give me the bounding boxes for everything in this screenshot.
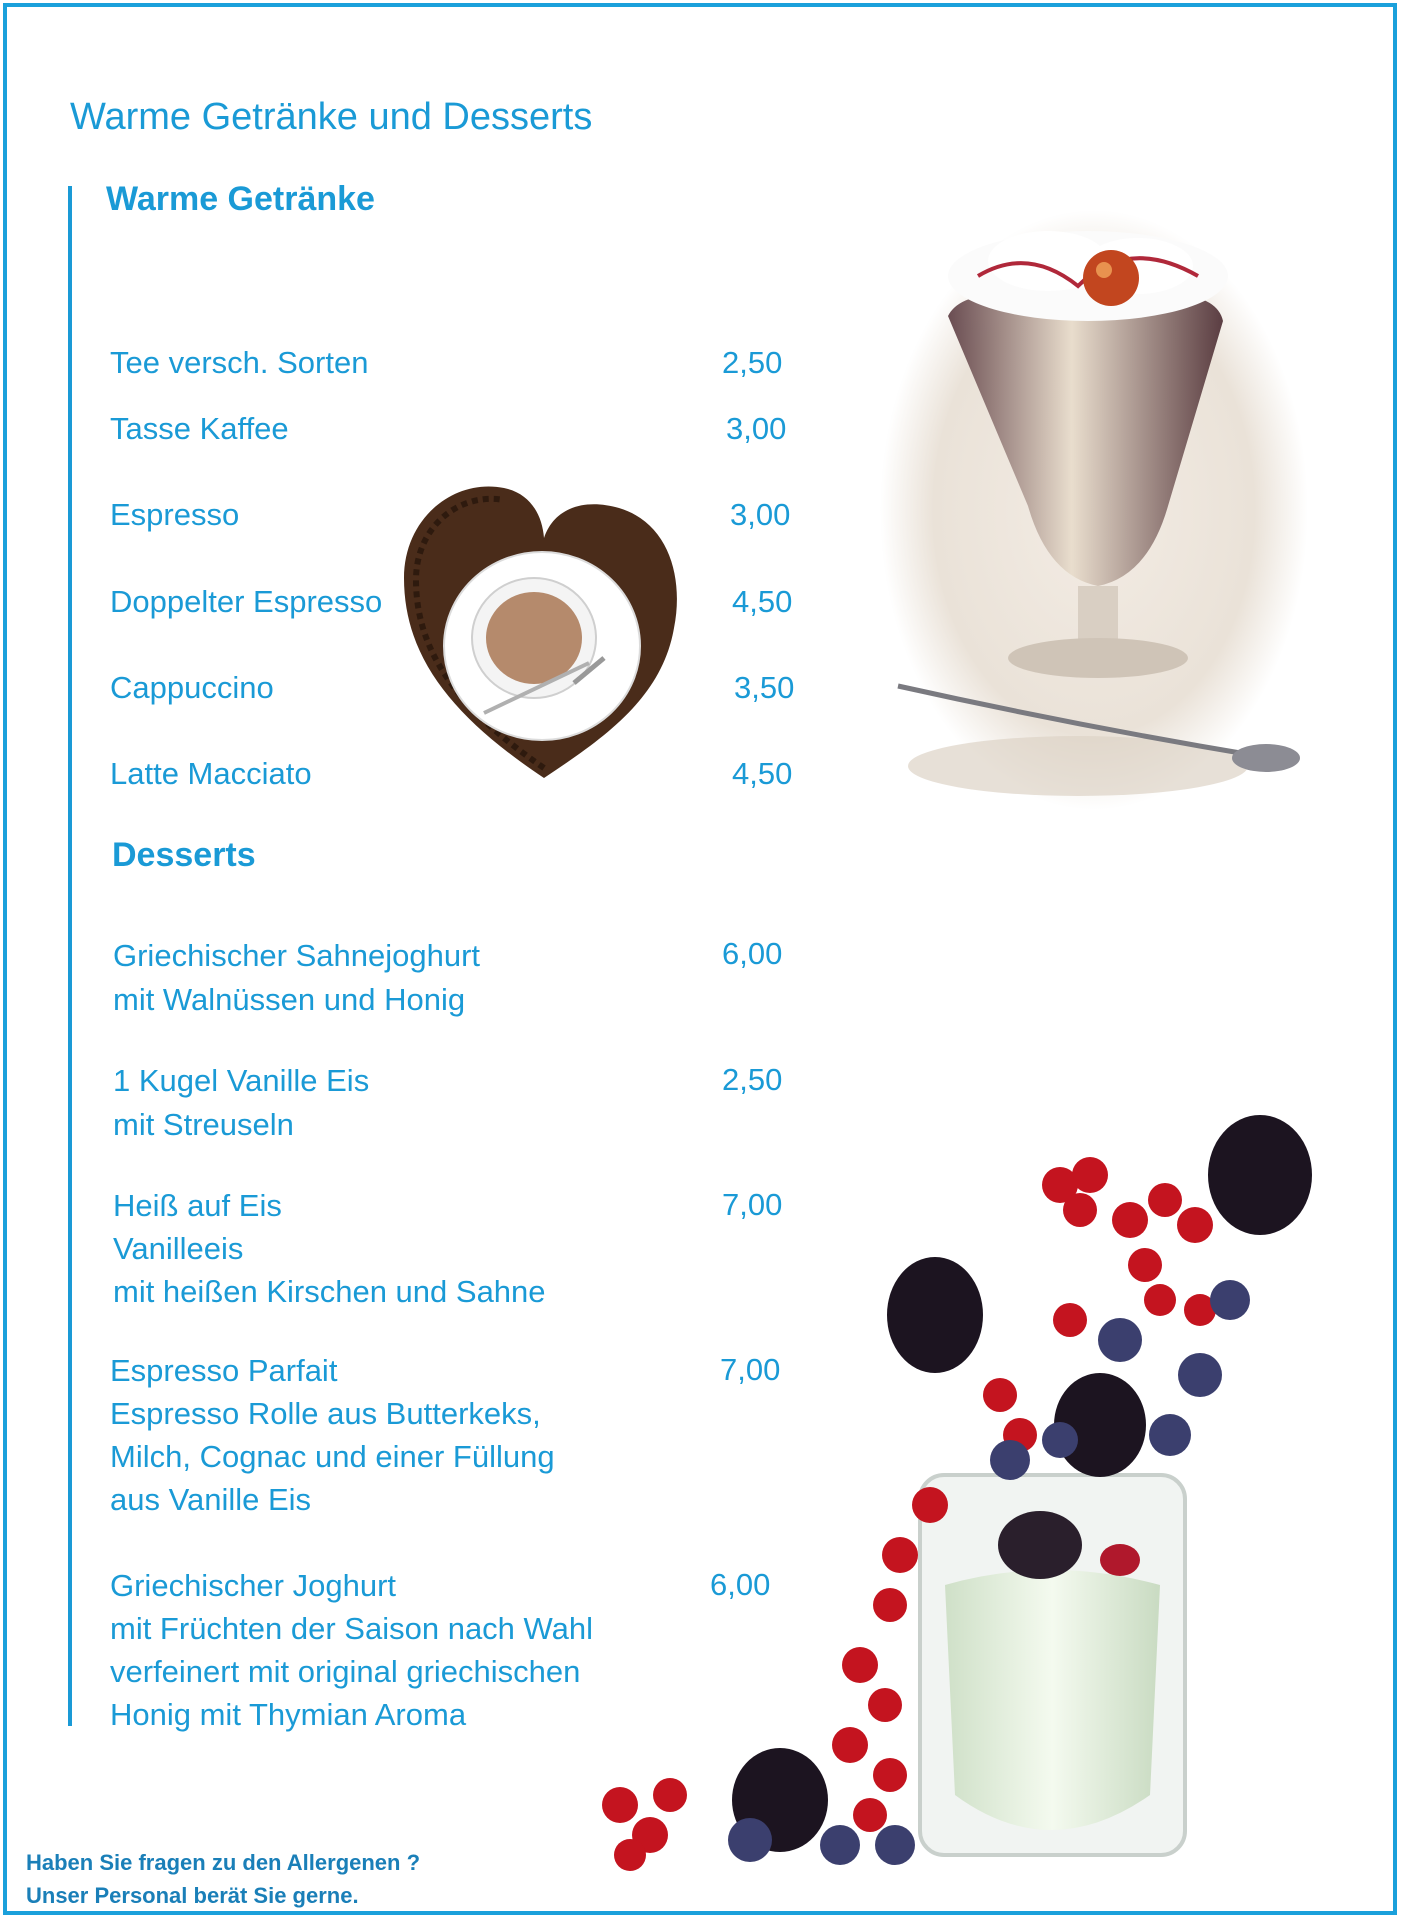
menu-item-name: Cappuccino <box>110 670 274 705</box>
page-title: Warme Getränke und Desserts <box>70 96 593 138</box>
yogurt-berries-image <box>600 1105 1340 1875</box>
dessert-line: Vanilleeis <box>113 1231 244 1266</box>
dessert-line: Griechischer Sahnejoghurt <box>113 938 481 973</box>
menu-item-name: Tasse Kaffee <box>110 411 289 446</box>
dessert-price: 2,50 <box>722 1062 783 1097</box>
section-divider-drinks <box>68 186 72 844</box>
menu-item-price: 4,50 <box>732 584 793 619</box>
dessert-line: Griechischer Joghurt <box>110 1568 397 1603</box>
menu-item-name: Tee versch. Sorten <box>110 345 369 380</box>
dessert-line: Espresso Rolle aus Butterkeks, <box>110 1396 541 1431</box>
menu-item-name: Espresso <box>110 497 240 532</box>
dessert-price: 6,00 <box>710 1567 771 1602</box>
coffee-heart-image <box>394 468 694 798</box>
dessert-price: 6,00 <box>722 936 783 971</box>
dessert-line: verfeinert mit original griechischen <box>110 1654 581 1689</box>
menu-item-price: 3,50 <box>734 670 795 705</box>
menu-item-price: 3,00 <box>726 411 787 446</box>
dessert-line: mit Früchten der Saison nach Wahl <box>110 1611 594 1646</box>
allergen-note-line: Haben Sie fragen zu den Allergenen ? <box>26 1850 421 1875</box>
dessert-line: Espresso Parfait <box>110 1353 338 1388</box>
dessert-price: 7,00 <box>720 1352 781 1387</box>
dessert-line: mit Walnüssen und Honig <box>113 982 466 1017</box>
dessert-line: Heiß auf Eis <box>113 1188 282 1223</box>
dessert-line: Milch, Cognac und einer Füllung <box>110 1439 555 1474</box>
allergen-note <box>26 1846 420 1912</box>
sundae-image <box>878 206 1310 814</box>
dessert-price: 7,00 <box>722 1187 783 1222</box>
dessert-line: aus Vanille Eis <box>110 1482 312 1517</box>
section-title-desserts: Desserts <box>112 836 256 874</box>
section-title-drinks: Warme Getränke <box>106 180 375 218</box>
menu-item-name: Latte Macciato <box>110 756 312 791</box>
section-divider-desserts <box>68 842 72 1726</box>
menu-item-price: 4,50 <box>732 756 793 791</box>
menu-item-name: Doppelter Espresso <box>110 584 383 619</box>
dessert-line: 1 Kugel Vanille Eis <box>113 1063 370 1098</box>
allergen-note-line: Unser Personal berät Sie gerne. <box>26 1883 359 1908</box>
dessert-line: mit heißen Kirschen und Sahne <box>113 1274 546 1309</box>
menu-item-price: 2,50 <box>722 345 783 380</box>
dessert-line: Honig mit Thymian Aroma <box>110 1697 467 1732</box>
dessert-line: mit Streuseln <box>113 1107 294 1142</box>
menu-item-price: 3,00 <box>730 497 791 532</box>
